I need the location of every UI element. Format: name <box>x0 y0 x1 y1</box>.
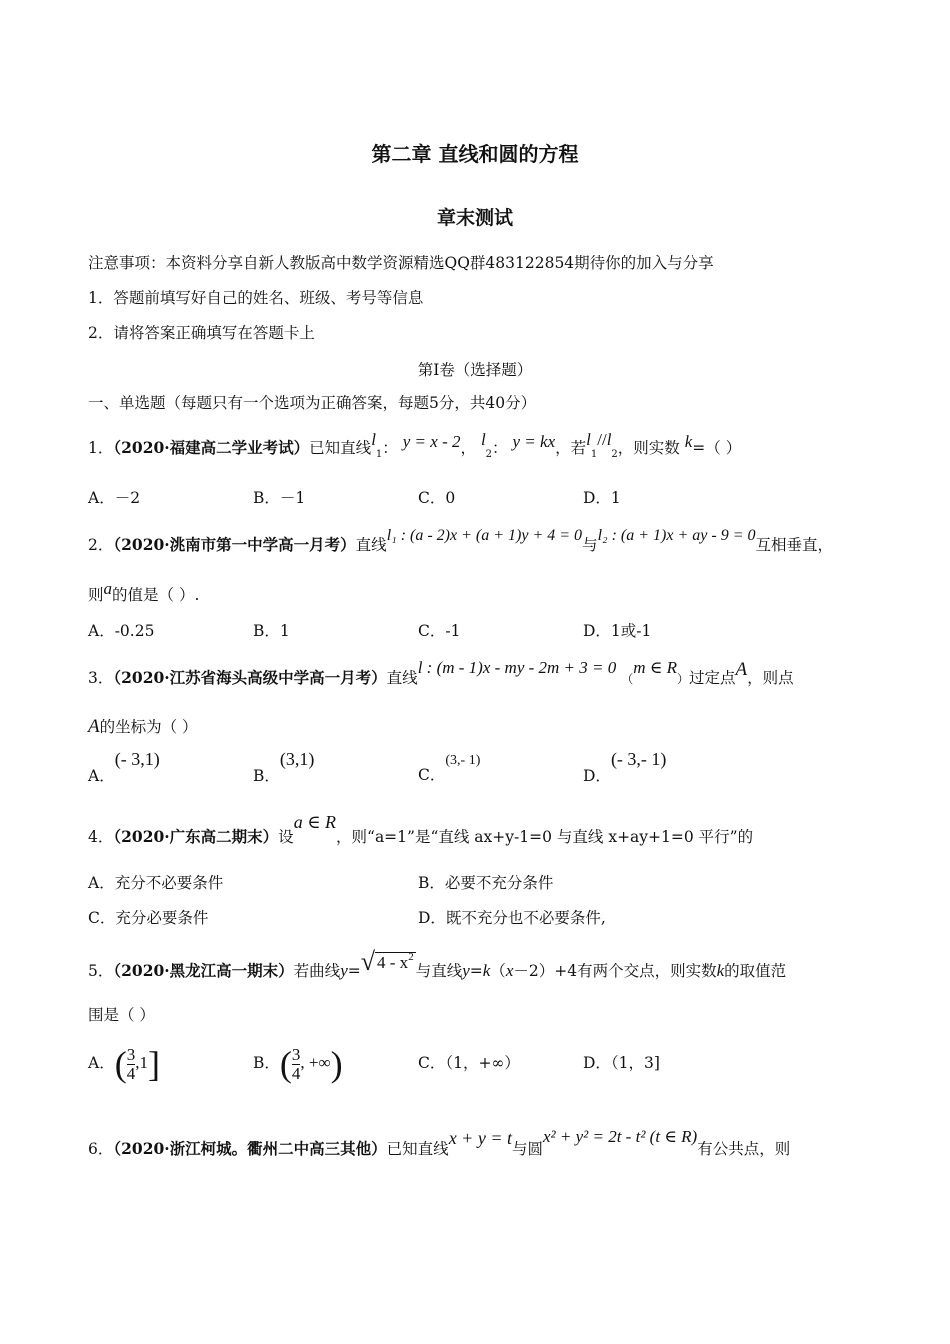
q1-option-b: B．－1 <box>253 489 306 507</box>
q3-option-d: D．(- 3,- 1) <box>583 749 667 785</box>
q5-x: x <box>505 961 514 980</box>
q5-source: （2020·黑龙江高一期末） <box>113 961 294 980</box>
q3-paren-open: （ <box>621 672 634 686</box>
q3-equation: l : (m - 1)x - my - 2m + 3 = 0 <box>417 658 617 677</box>
q1-par-l2-sub: 2 <box>611 449 618 460</box>
volume-label: 第I卷（选择题） <box>417 361 533 379</box>
q3-point-a: A <box>735 659 748 680</box>
q3-condition: m ∈ R <box>633 658 677 677</box>
q1-colon-2: ： <box>492 439 508 457</box>
q1-k: k <box>684 432 693 451</box>
q6-text-3: 有公共点，则 <box>697 1140 791 1158</box>
q1-text-4: =（ ） <box>692 439 742 457</box>
notice-line: 注意事项：本资料分享自新人教版高中数学资源精选QQ群483122854期待你的加入与分享 <box>88 254 714 272</box>
question-2 <box>88 527 834 556</box>
question-5 <box>88 947 787 981</box>
question-1 <box>88 430 742 461</box>
q1-l2: l <box>480 430 486 449</box>
q3-option-b: B．(3,1) <box>253 749 315 785</box>
q3-source: （2020·江苏省海头高级中学高一月考） <box>113 668 387 687</box>
q4-option-d: D．既不充分也不必要条件, <box>418 909 606 927</box>
q2-text-2: 与 <box>582 536 598 554</box>
q1-par-l1: l <box>586 430 591 449</box>
q2-option-b: B．1 <box>253 622 290 640</box>
q4-text-2: ，则“a=1”是“直线 ax+y-1=0 与直线 x+ay+1=0 平行”的 <box>336 828 754 846</box>
q5-k2: k <box>716 961 725 980</box>
q1-par-l1-sub: 1 <box>590 449 598 460</box>
q5-y: y <box>340 961 348 980</box>
q1-l1-sub: 1 <box>375 449 383 460</box>
question-3 <box>88 658 794 689</box>
q1-colon-1: ： <box>382 439 398 457</box>
q5-text-1: 若曲线 <box>293 962 341 980</box>
q5-y2: y <box>462 961 470 980</box>
q3-option-c: C．(3,- 1) <box>418 753 481 784</box>
instruction-2: 2．请将答案正确填写在答题卡上 <box>88 324 315 342</box>
q3-line2-point-a: A <box>88 716 100 737</box>
q5-option-d: D．（1，3] <box>583 1054 660 1072</box>
question-6 <box>88 1127 791 1159</box>
q5-text-4: （ <box>490 962 506 980</box>
q2-var-a: a <box>103 579 113 598</box>
q6-text-1: 已知直线 <box>386 1140 449 1158</box>
chapter-title: 第二章 直线和圆的方程 <box>371 142 579 166</box>
q1-par-symbol: // <box>597 430 607 449</box>
q1-option-c: C．0 <box>418 489 456 507</box>
question-5-line-2: 围是（ ） <box>88 1006 155 1024</box>
q4-source: （2020·广东高二期末） <box>113 827 279 846</box>
question-3-line-2 <box>88 717 198 737</box>
q3-line2-text: 的坐标为（ ） <box>99 718 198 736</box>
q4-text-1: 设 <box>278 828 294 846</box>
q3-option-a: A．(- 3,1) <box>88 749 160 785</box>
q1-l2-sub: 2 <box>485 449 493 460</box>
q5-text-6: 的取值范 <box>724 962 787 980</box>
q2-option-c: C．-1 <box>418 622 461 640</box>
q6-text-2: 与圆 <box>511 1140 543 1158</box>
q1-option-d: D．1 <box>583 489 621 507</box>
q1-eq-1: y = x - 2 <box>402 432 461 451</box>
q1-number: 1． <box>88 439 114 457</box>
q1-text-2: ，若 <box>555 439 587 457</box>
q1-source: （2020·福建高二学业考试） <box>113 438 310 457</box>
q5-number: 5． <box>88 962 114 980</box>
q2-eq-2: l₂ : (a + 1)x + ay - 9 = 0 <box>597 527 756 544</box>
q1-option-a: A．－2 <box>88 489 141 507</box>
q3-text-1: 直线 <box>386 669 418 687</box>
q4-option-b: B．必要不充分条件 <box>418 874 554 892</box>
q5-text-2: 与直线 <box>415 962 463 980</box>
part-label: 一、单选题（每题只有一个选项为正确答案，每题5分，共40分） <box>88 394 537 412</box>
q1-text-1: 已知直线 <box>309 439 372 457</box>
q6-eq-2: x² + y² = 2t - t² (t ∈ R) <box>542 1127 698 1146</box>
instruction-1: 1．答题前填写好自己的姓名、班级、考号等信息 <box>88 289 424 307</box>
q4-option-a: A．充分不必要条件 <box>88 874 224 892</box>
q2-text-3: 互相垂直， <box>755 536 834 554</box>
q2-line2-a: 则 <box>88 586 104 604</box>
q6-eq-1: x + y = t <box>448 1128 512 1148</box>
q2-option-d: D．1或-1 <box>583 622 652 640</box>
q3-number: 3． <box>88 669 114 687</box>
q5-eqsign: = <box>347 962 361 980</box>
q3-paren-close: ） <box>676 672 689 686</box>
q1-l1: l <box>371 430 376 449</box>
q5-option-c: C．（1，+∞） <box>418 1054 520 1072</box>
q2-eq-1: l₁ : (a - 2)x + (a + 1)y + 4 = 0 <box>386 527 583 544</box>
q6-number: 6． <box>88 1140 114 1158</box>
q5-text-5: －2）+4有两个交点，则实数 <box>513 962 717 980</box>
q5-text-3: = <box>469 962 483 980</box>
q1-comma: ， <box>460 439 476 457</box>
q1-text-3: ，则实数 <box>617 439 680 457</box>
q5-option-a: A．( $\frac{3}{4}$ ,1] <box>88 1044 160 1084</box>
question-2-line-2 <box>88 579 200 605</box>
q5-sqrt: √ $4 - x^2$ <box>360 947 414 976</box>
q1-par-l2: l <box>606 430 612 449</box>
q2-source: （2020·洮南市第一中学高一月考） <box>113 535 356 554</box>
q2-line2-b: 的值是（ ）. <box>112 586 200 604</box>
q5-option-b: B．( $\frac{3}{4}$ , +∞) <box>253 1044 343 1084</box>
question-4 <box>88 812 754 847</box>
q4-option-c: C．充分必要条件 <box>88 909 209 927</box>
q1-eq-2: y = kx <box>512 432 556 451</box>
q2-number: 2． <box>88 536 114 554</box>
q5-k: k <box>482 961 491 980</box>
subtitle: 章末测试 <box>436 207 513 229</box>
q4-number: 4． <box>88 828 114 846</box>
q4-condition: a ∈ R <box>293 812 337 832</box>
q2-text-1: 直线 <box>355 536 387 554</box>
q2-option-a: A．-0.25 <box>88 622 155 640</box>
q3-text-2: 过定点 <box>688 669 736 687</box>
q6-source: （2020·浙江柯城。衢州二中高三其他） <box>113 1139 387 1158</box>
q3-text-3: ，则点 <box>747 669 794 687</box>
